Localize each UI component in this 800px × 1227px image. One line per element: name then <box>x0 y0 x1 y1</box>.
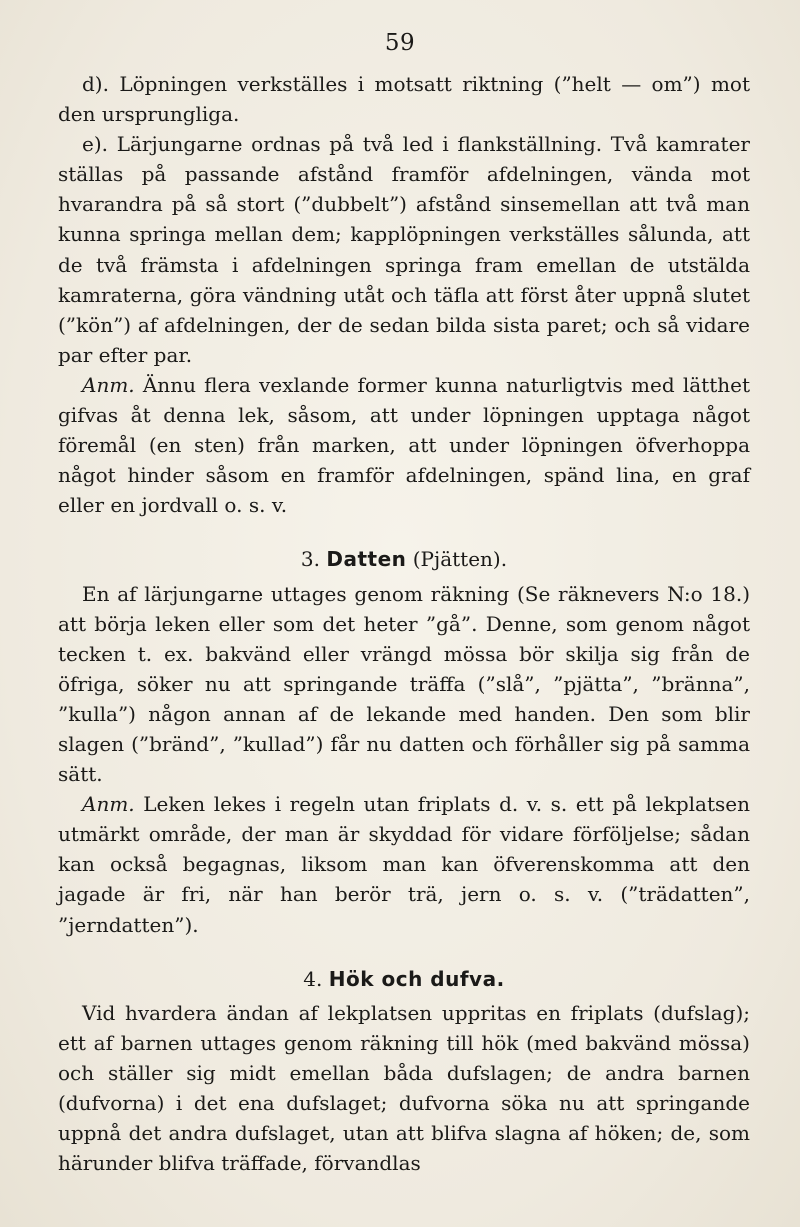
section-title: Hök och dufva. <box>328 966 505 991</box>
section-3-paragraph: En af lärjungarne uttages genom räkning (Se räknevers N:o 18.) att börja leken eller som det heter ”gå”. Denne, som genom något tecken t. ex. bakvänd eller vrängd mössa bör skilja sig från de öfriga, söker nu att springande träffa (”slå”, ”pjätta”, ”bränna”, ”kulla”) någon annan af de lekande med handen. Den som blir slagen (”bränd”, ”kullad”) får nu datten och förhåller sig på samma sätt. <box>58 581 750 787</box>
section-spacer <box>58 940 750 958</box>
section-number: 3. <box>300 547 320 572</box>
page-number: 59 <box>384 30 416 56</box>
section-spacer <box>58 520 750 538</box>
note-label: Anm. <box>82 372 135 397</box>
note-text: Leken lekes i regeln utan friplats d. v. s. ett på lekplatsen utmärkt område, der man är skyddad för vidare förföljelse; sådan kan också begagnas, liksom man kan öfverenskomma att den jagade är fri, när han berör trä, jern o. s. v. (”trädatten”, ”jerndatten”). <box>58 792 750 937</box>
section-heading-3 <box>58 544 750 574</box>
note-paragraph-1 <box>58 370 750 520</box>
note-paragraph-2 <box>58 789 750 939</box>
section-heading-4 <box>58 964 750 994</box>
section-4-paragraph: Vid hvardera ändan af lekplatsen uppritas en friplats (dufslag); ett af barnen uttages genom räkning till hök (med bakvänd mössa) och ställer sig midt emellan båda dufslagen; de andra barnen (dufvorna) i det ena dufslaget; dufvorna söka nu att springande uppnå det andra dufslaget, utan att blifva slagna af höken; de, som härunder blifva träffade, förvandlas <box>58 1000 750 1176</box>
paragraph-e: e). Lärjungarne ordnas på två led i flankställning. Två kamrater ställas på passande afstånd framför afdelningen, vända mot hvarandra på så stort (”dubbelt”) afstånd sinsemellan att två man kunna springa mellan dem; kapplöpningen verkställes sålunda, att de två främsta i afdelningen springa fram emellan de utstälda kamraterna, göra vändning utåt och täfla att först åter uppnå slutet (”kön”) af afdelningen, der de sedan bilda sista paret; och så vidare par efter par. <box>58 132 750 367</box>
note-text: Ännu flera vexlande former kunna naturligtvis med lätthet gifvas åt denna lek, såsom, att under löpningen upptaga något föremål (en sten) från marken, att under löpningen öfverhoppa något hinder såsom en framför afdelningen, spänd lina, en graf eller en jordvall o. s. v. <box>58 372 750 518</box>
section-title: Datten <box>326 547 407 572</box>
section-subtitle: (Pjätten). <box>412 547 508 572</box>
note-label: Anm. <box>82 792 135 817</box>
section-number: 4. <box>303 966 323 991</box>
paragraph-d: d). Löpningen verkställes i motsatt riktning (”helt — om”) mot den ursprungliga. <box>58 72 750 127</box>
body-text <box>58 69 750 1178</box>
